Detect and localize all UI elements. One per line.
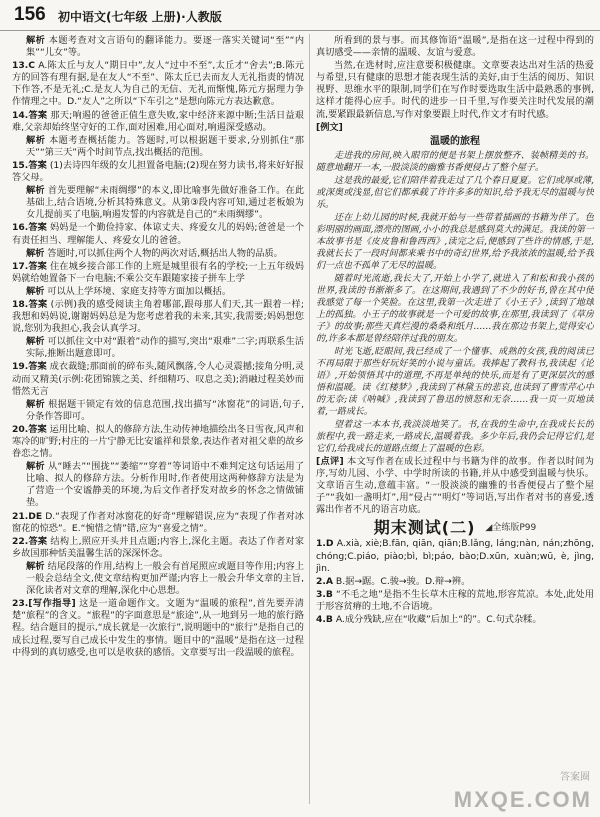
answer-text: D.“表现了作者对冰窗花的好奇”理解错误,应为“表现了作者对冰窗花的惊恐”。E.“惋惜之情”错,应为“喜爱之情”。 — [12, 510, 304, 534]
right-column — [316, 35, 594, 795]
answer-item — [12, 35, 304, 59]
answer-label: 16.答案 — [12, 222, 47, 234]
answer-text: 本题考查对文言语句的翻译能力。要逐一落实关键词“至”“内集”“儿女”等。 — [26, 35, 304, 59]
answer-item — [12, 511, 304, 535]
answer-label: 19.答案 — [12, 361, 47, 373]
answer-label: 22.答案 — [12, 535, 48, 547]
comment-block — [316, 456, 594, 516]
answer-label: 解析 — [26, 35, 46, 46]
essay-paragraph: 时光飞逝,眨眼间,我已经成了一个懂事、成熟的女孩,我的阅读已不再局限于那些好玩好笑的小说与童话。我捧起了教科书,我读起《论语》,开始领悟其中的道理,不再是单纯的快乐,而是有了更深层次的感悟和温暖。读《红楼梦》,我读到了林黛玉的悲哀,也读到了曹雪芹心中的无奈;读《呐喊》,我读到了鲁迅的愤怒和无奈……我一页一页地读着,一路成长。 — [316, 346, 594, 417]
answer-item — [12, 299, 304, 335]
final-test-heading — [316, 518, 594, 538]
test-answer-text: “不毛之地”是指不生长草木庄稼的荒地,形容荒凉。本处,此处用于形容贫瘠的土地,不合语境。 — [316, 588, 594, 612]
final-test-title: 期末测试(二) — [373, 518, 476, 538]
answer-text: (示例)我的感受阅读主角着哪部,跟母那人们天,其一跟着一样;我想和妈妈说,谢谢妈妈总是为您考虑着我的未来,其实,我需要;妈妈想您说,您别为我担心,我会认真学习。 — [12, 298, 304, 335]
answer-item — [12, 598, 304, 658]
answer-item — [12, 286, 304, 298]
writing-guide-continued — [316, 35, 594, 121]
essay-body — [316, 150, 594, 418]
answer-label: 15.答案 — [12, 159, 47, 171]
test-answer-item — [316, 614, 594, 626]
answer-text: 可以从上学环境、家庭支持等方面加以概括。 — [47, 285, 232, 297]
watermark-cn: 答案圈 — [560, 772, 590, 783]
answer-text: 可以抓住文中对“跟着”动作的描写,突出“艰难”二字;再联系生活实际,推断出题意即可。 — [26, 336, 304, 360]
answer-text: 从“睡去”“围拢”“萎缩”“穿着”等词语中不难判定这句话运用了比喻、拟人的修辞方法。分析作用时,作者使用这两种修辞方法是为了营造一个安谧静美的环境,为后文作者抒发对故乡的怀念之情做铺垫。 — [26, 461, 304, 509]
answer-text: (1)去诗四年级的女儿担置备电脑;(2)现在努力读书,将来好好报答父母。 — [12, 159, 304, 184]
answer-text: 运用比喻、拟人的修辞方法,生动传神地描绘出冬日雪夜,风声和寒冷的旷野;村庄的一片宁静无比安谧祥和景象,表达作者对祖父辈的故乡眷恋之情。 — [12, 423, 304, 460]
essay-paragraph: 走进我的房间,映入眼帘的便是书架上摆放整齐、装帧精美的书。随意地翻开一本,一股淡淡的幽雅书香便侵占了整个屋子。 — [316, 150, 594, 173]
answer-label: 18.答案 — [12, 298, 48, 310]
comment-label: [点评] — [316, 455, 344, 467]
answer-text: 答题时,可以抓住两个人物的两次对话,概括出人物的品质。 — [47, 247, 283, 259]
answer-label: 解析 — [26, 285, 45, 297]
answer-list — [316, 538, 594, 626]
test-answer-item — [316, 576, 594, 588]
test-answer-label: 1.D — [316, 538, 334, 550]
answer-text: A.陈太丘与友人“期日中”,友人“过中不至”,太丘才“舍去”;B.陈元方的回答有理有据,是在友人“不至”、陈太丘已去而友人无礼指责的情况下作答,不是无礼;C.是友人为自己的无信、无礼而惭愧,陈元方据理力争作情理之中。D.“友人”之所以“下车引之”是想向陈元方表达歉意。 — [12, 60, 304, 108]
answer-item — [12, 261, 304, 285]
answer-text: 住在城乡接合部工作的上班是城里很有名的学校;一上五年级妈妈就给她置备下一台电脑;不乘公交车跟随家接子拼车上学 — [12, 260, 304, 284]
final-test-reference: ◢全练版P99 — [485, 523, 537, 534]
answer-item — [12, 135, 304, 159]
answer-text: 结构上,照应开头并且点题;内容上,深化主题。表达了作者对家乡故国那种恬美温馨生活的深深怀念。 — [12, 535, 304, 559]
essay-paragraph: 这是我的最爱,它们陪伴着我走过了几个春日夏夏。它们或厚或薄,或深奥或浅显,但它们都承载了许许多多的知识,给予我无尽的温暖与快乐。 — [316, 175, 594, 210]
left-column — [12, 35, 304, 795]
test-answer-label: 4.B — [316, 613, 333, 625]
test-answer-label: 3.B — [316, 588, 333, 600]
answer-item — [12, 461, 304, 509]
answer-label: 解析 — [26, 336, 45, 348]
answer-text: 这是一道命题作文。文题为“温暖的旅程”,首先要弄清楚“旅程”的含义。“旅程”的字面意思是“旅途”,从一地到另一地的旅行路程。结合题目的提示,“成长就是一次旅行”,说明题中的“旅行”是指自己的成长过程,要写自己成长中发生的事情。题目中的“温暖”是指在这一过程中得到的真切感受,也可以是收获的感悟。文章要写出一段温暖的旅程。 — [12, 598, 304, 658]
answer-item — [12, 60, 304, 108]
test-answer-item — [316, 538, 594, 574]
test-answer-text: A.xià, xiè;B.fān, qiān, qiān;B.lǎng, láng;nàn, nán;zhōng, chóng;C.piáo, piào;bì, bì;páo, bào;D.xūn, xuàn;wū, è, jìng, jìn. — [316, 538, 594, 574]
answer-label: 解析 — [26, 560, 45, 572]
answer-item — [12, 424, 304, 460]
answer-label: 解析 — [26, 134, 46, 146]
answer-label: 21.DE — [12, 510, 43, 522]
answer-text: 成衣裁缝;那面前的碎布头,随风飘落,令人心灵震撼;接角分明,灵动而又精美(示例:花团锦簇之美、纤细精巧、叹息之美);消融过程美妙而惜然无言 — [12, 361, 304, 397]
guide-paragraph: 所看到的景与事。而其修饰语“温暖”,是指在这一过程中得到的真切感受——亲情的温暖、友谊与爱意。 — [316, 35, 594, 59]
test-answer-text: A.成分残缺,应在“收藏”后加上“的”。C.句式杂糅。 — [335, 613, 542, 625]
answer-item — [12, 248, 304, 260]
test-answer-label: 2.A — [316, 575, 333, 587]
answer-label: 20.答案 — [12, 423, 47, 435]
answer-item — [12, 399, 304, 423]
answer-item — [12, 185, 304, 221]
answer-text: 根据题干锁定有效的信息范围,找出描写“冰窗花”的词语,句子,分条作答即可。 — [26, 398, 304, 422]
essay-paragraph: 随着时光流逝,我长大了,开始上小学了,就进入了和松和我小孩的世界,我读的书渐渐多了。在这期间,我遇到了不少的好书,曾在其中使我感觉了每一个笑脸。在这里,我第一次走进了《小王子》,读到了地球上的孤独。小王子的故事就是一个可爱的故事,在那里,我读到了《草房子》的故事;那些天真烂漫的桑桑和纸月……我在那边书架上,觉得安心的,许多本都是曾经陪伴过我的朋友。 — [316, 273, 594, 344]
watermark-logo: MXQE.COM — [453, 787, 592, 812]
answer-text: 结尾段落的作用,结构上一般会有首尾照应或题目等作用;内容上一般会总结全文,使文章结构更加严谨;内容上一般会升华文章的主旨,深化读者对文章的理解,深化中心思想。 — [26, 560, 304, 597]
answer-item — [12, 361, 304, 397]
page-number: 156 — [14, 4, 46, 25]
answer-label: 解析 — [26, 185, 45, 197]
answer-label: 解析 — [26, 247, 45, 259]
example-essay-tag: [例文] — [316, 121, 343, 133]
answer-item — [12, 222, 304, 246]
answer-label: 解析 — [26, 461, 45, 473]
essay-title: 温暖的旅程 — [430, 135, 480, 147]
answer-label: 23.[写作指导] — [12, 598, 76, 610]
answer-text: 妈妈是一个勤俭持家、体谅丈夫、疼爱女儿的妈妈;爸爸是一个有责任担当、理解能人、疼爱女儿的爸爸。 — [12, 222, 304, 246]
page-header — [0, 0, 600, 31]
guide-paragraph: 当然,在选材时,应注意要积极健康。文章要表达出对生活的热爱与希望,只有健康的思想才能表现生活的美好,由于生活的阅历、知识视野、思维水平的限制,同学们在写作时要选取生活中最熟悉的事例,这样才能得心应手。时代的进步一日千里,写作要关注时代发展的潮流,要紧跟最新信息,写作对象要跟上时代,作文才有时代感。 — [316, 60, 594, 120]
answer-text: 首先要理解“未雨绸缪”的本义,即比喻事先做好准备工作。在此基础上,结合语境,分析其特殊意义。从第③段内容可知,通过老板娘为女儿提前买了电脑,响遏发誓的内容就是自己的“未雨绸缪”。 — [26, 185, 304, 221]
comment-text: 本文写作者在成长过程中与书籍为伴的故事。作者以时间为序,写幼儿园、小学、中学时所读的书籍,并从中感受到温暖与快乐。文章语言生动,意蕴丰富。“一股淡淡的幽雅的书香便侵占了整个屋子”“我如一盏明灯”,用“侵占”“明灯”等词语,写出作者对书的喜爱,透露出作者不凡的语言功底。 — [316, 455, 594, 516]
essay-paragraph: 还在上幼儿园的时候,我就开始与一些带着插画的书籍为伴了。色彩明丽的画面,漂亮的图画,小小的我总是感到莫大的满足。我读的第一本故事书是《皮皮鲁和鲁西西》,读完之后,便感到了些许的情感,于是,我就长长了一段时间都来乘书中的奇幻世界,给予我浓浓的温暖,给予我们一点也不孤单了无尽的温暖。 — [316, 212, 594, 271]
answer-item — [12, 336, 304, 360]
answer-label: 13.C — [12, 60, 36, 72]
column-divider — [309, 34, 310, 804]
answer-item — [12, 536, 304, 560]
test-answer-item — [316, 589, 594, 613]
answer-item — [12, 160, 304, 184]
answer-text: 本题考查概括能力。答题时,可以根据题干要求,分别抓住“那天”“第三天”两个时间节点,找出概括的范围。 — [26, 134, 304, 158]
essay-ending: 望着这一本本书,我淡淡地笑了。书,在我的生命中,在我成长长的旅程中,我一路走来,一路成长,温暖着我。多少年后,我仍会记得它们,是它们,给我成长的道路点缀上了温暖的色彩。 — [316, 419, 594, 454]
answer-label: 解析 — [26, 398, 45, 410]
book-title: 初中语文(七年级 上册)·人教版 — [58, 10, 222, 24]
answer-item — [12, 110, 304, 134]
answer-label: 14.答案 — [12, 109, 48, 121]
test-answer-text: B.据→踞。C.骏→骏。D.辩→辨。 — [335, 575, 471, 587]
answer-text: 那天;响遏的爸爸正值生意失败,家中经济来源中断;生活日益艰难,父亲却始终坚守好的工作,面对困难,用心面对,响遏深受感动。 — [12, 109, 304, 133]
answer-label: 17.答案 — [12, 260, 47, 272]
answer-item — [12, 561, 304, 597]
